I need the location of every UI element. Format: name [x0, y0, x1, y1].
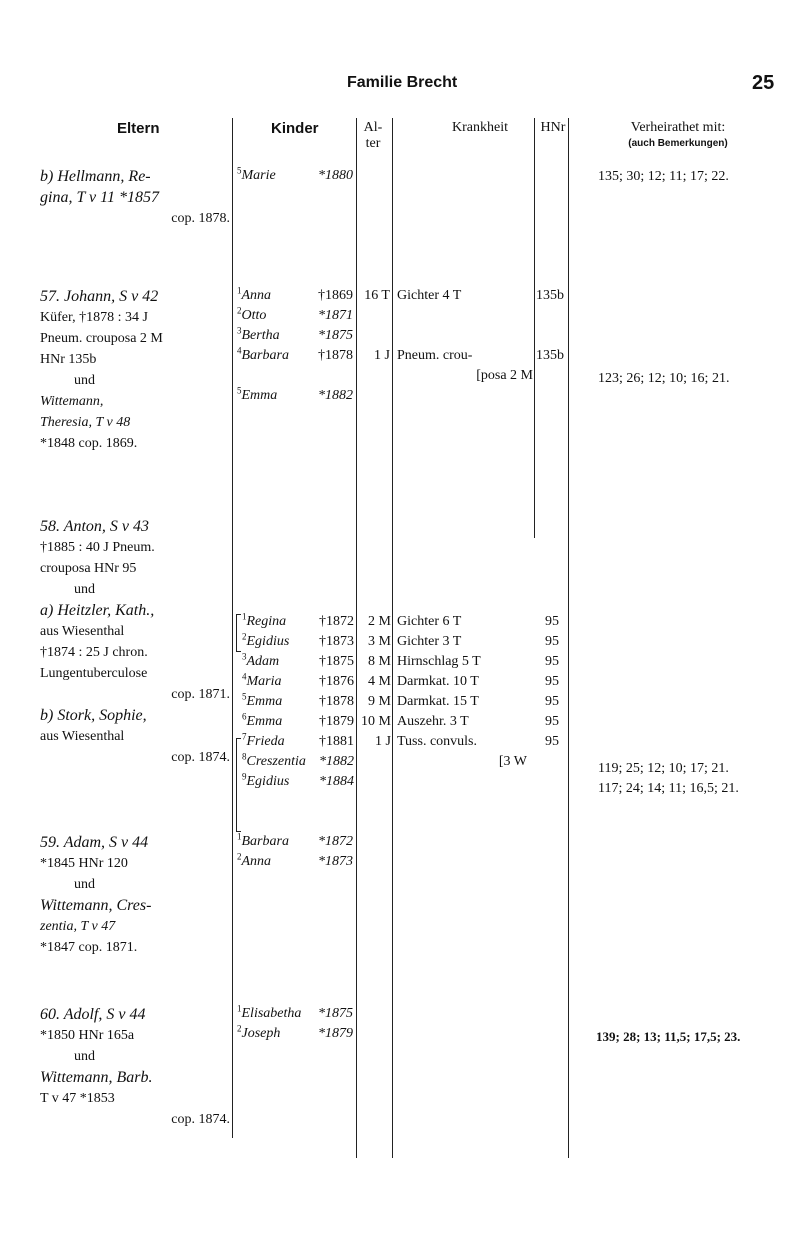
parents-block: 60. Adolf, S v 44 *1850 HNr 165a und Wittemann, Barb. T v 47 *1853 cop. 1874.: [40, 1006, 230, 1127]
marriage-notes: 139; 28; 13; 11,5; 17,5; 23.: [596, 1029, 741, 1044]
column-header-alter: Al- ter: [363, 120, 383, 151]
children-block: [237, 166, 353, 186]
child-row: $^2$Anna *1873: [237, 851, 353, 869]
children-block: [237, 286, 353, 406]
child-row: $^8$Creszentia *1882: [242, 751, 354, 769]
age-column: 16 T 1 J: [364, 288, 390, 363]
child-row: $^6$Emma †1879: [242, 711, 354, 729]
children-block: [237, 1004, 353, 1044]
column-rule: [568, 118, 569, 1158]
child-row: $^5$Emma †1878: [242, 691, 354, 709]
child-row: $^1$Regina †1872: [242, 611, 354, 629]
child-row: [237, 366, 353, 386]
child-row: $^5$Marie *1880: [237, 165, 353, 183]
child-row: $^4$Maria †1876: [242, 671, 354, 689]
child-row: $^7$Frieda †1881: [242, 731, 354, 749]
column-header-kinder: Kinder: [271, 120, 319, 137]
hnr-column: 135b 135b: [536, 288, 564, 363]
child-row: $^1$Anna †1869: [237, 285, 353, 303]
hnr-column: 95 95 95 95 95 95 95: [545, 614, 559, 749]
column-rule: [392, 118, 393, 1158]
child-row: $^2$Otto *1871: [237, 305, 353, 323]
child-row: $^5$Emma *1882: [237, 385, 353, 403]
column-rule: [232, 118, 233, 1138]
age-column: 2 M 3 M 8 M 4 M 9 M 10 M 1 J: [361, 614, 391, 749]
illness-column: Gichter 4 T Pneum. crou- [posa 2 M: [397, 288, 533, 383]
column-rule: [356, 118, 357, 1158]
children-block: [242, 612, 354, 792]
child-row: $^1$Barbara *1872: [237, 831, 353, 849]
child-row: $^3$Bertha *1875: [237, 325, 353, 343]
marriage-notes: 117; 24; 14; 11; 16,5; 21.: [598, 781, 739, 796]
bracket: [236, 614, 241, 652]
running-head: Familie Brecht: [347, 74, 458, 91]
page-number: 25: [752, 72, 775, 94]
marriage-notes: 119; 25; 12; 10; 17; 21.: [598, 761, 729, 776]
marriage-notes: 123; 26; 12; 10; 16; 21.: [598, 371, 730, 386]
child-row: $^9$Egidius *1884: [242, 771, 354, 789]
parents-block: 57. Johann, S v 42 Küfer, †1878 : 34 J Pneum. crouposa 2 M HNr 135b und Wittemann, Theresia, T v 48 *1848 cop. 1869.: [40, 288, 163, 451]
child-row: $^2$Egidius †1873: [242, 631, 354, 649]
illness-column: Gichter 6 T Gichter 3 T Hirnschlag 5 T Darmkat. 10 T Darmkat. 15 T Auszehr. 3 T Tuss. convuls. [3 W: [397, 614, 527, 769]
child-row: $^1$Elisabetha *1875: [237, 1003, 353, 1021]
child-row: $^4$Barbara †1878: [237, 345, 353, 363]
column-rule: [534, 118, 535, 538]
parents-block: 59. Adam, S v 44 *1845 HNr 120 und Wittemann, Cres- zentia, T v 47 *1847 cop. 1871.: [40, 834, 152, 955]
column-header-verheirathet: Verheirathet mit: (auch Bemerkungen): [628, 120, 728, 149]
marriage-notes: 135; 30; 12; 11; 17; 22.: [598, 169, 729, 184]
column-header-eltern: Eltern: [117, 120, 160, 137]
column-header-krankheit: Krankheit: [452, 120, 508, 135]
children-block: [237, 832, 353, 872]
parents-block: 58. Anton, S v 43 †1885 : 40 J Pneum. crouposa HNr 95 und a) Heitzler, Kath., aus Wiesenthal †1874 : 25 J chron. Lungentuberculose cop. 1871. b) Stork, Sophie, aus Wiesenthal cop. 1874.: [40, 518, 230, 765]
child-row: $^3$Adam †1875: [242, 651, 354, 669]
column-header-hnr: HNr: [540, 120, 566, 135]
child-row: $^2$Joseph *1879: [237, 1023, 353, 1041]
parents-block: b) Hellmann, Re- gina, T v 11 *1857 cop. 1878.: [40, 168, 230, 226]
bracket: [236, 738, 241, 832]
